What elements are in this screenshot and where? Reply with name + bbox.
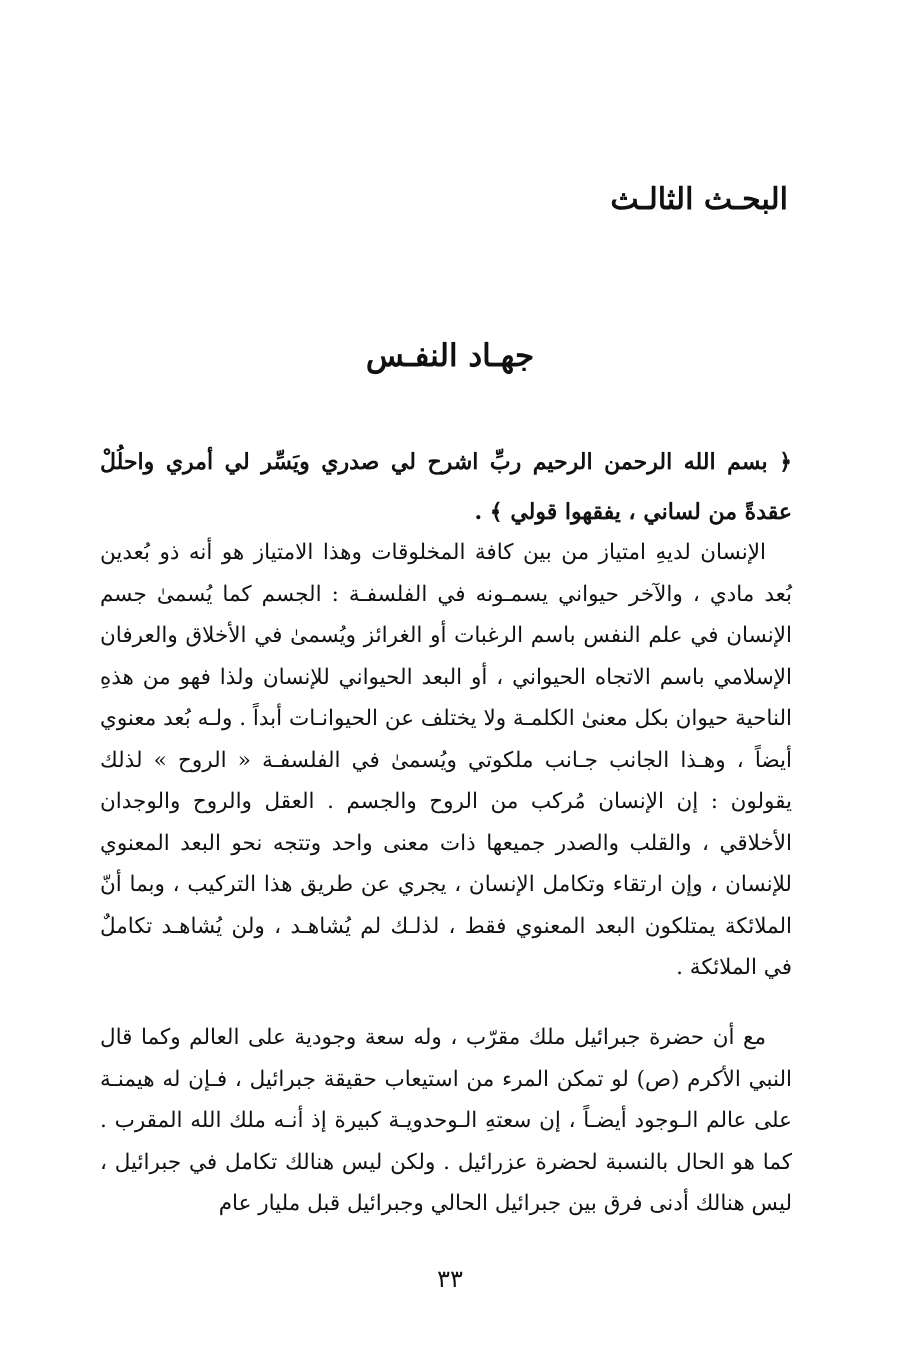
quranic-verse: ﴿ بسم الله الرحمن الرحيم ربِّ اشرح لي صدري ويَسِّر لي أمري واحلُلْ عقدةً من لساني ، يفقهوا قولي ﴾ . <box>100 449 792 525</box>
paragraph-1: الإنسان لديهِ امتياز من بين كافة المخلوقات وهذا الامتياز هو أنه ذو بُعدين بُعد مادي ، والآخر حيواني يسمـونه في الفلسفـة : الجسم كما يُسمىٰ جسم الإنسان في علم النفس باسم الرغبات أو الغرائز ويُسمىٰ في الأخلاق والعرفان الإسلامي باسم الاتجاه الحيواني ، أو البعد الحيواني للإنسان ولذا فهو من هذهِ الناحية حيوان بكل معنىٰ الكلمـة ولا يختلف عن الحيوانـات أبداً . ولـه بُعد معنوي أيضاً ، وهـذا الجانب جـانب ملكوتي ويُسمىٰ في الفلسفـة « الروح » لذلك يقولون : إن الإنسان مُركب من الروح والجسم . العقل والروح والوجدان الأخلاقي ، والقلب والصدر جميعها ذات معنى واحد وتتجه نحو البعد المعنوي للإنسان ، وإن ارتقاء وتكامل الإنسان ، يجري عن طريق هذا التركيب ، وبما أنّ الملائكة يمتلكون البعد المعنوي فقط ، لذلـك لم يُشاهـد ، ولن يُشاهـد تكاملٌ في الملائكة . <box>100 540 792 980</box>
section-heading: البحـث الثالـث <box>610 182 788 217</box>
page-number: ٣٣ <box>437 1265 463 1293</box>
chapter-title: جهـاد النفـس <box>365 338 535 374</box>
paragraph-2: مع أن حضرة جبرائيل ملك مقرّب ، وله سعة وجودية على العالم وكما قال النبي الأكرم (ص) لو تمكن المرء من استيعاب حقيقة جبرائيل ، فـإن له هيمنـة على عالم الـوجود أيضـاً ، إن سعتهِ الـوحدويـة كبيرة إذ أنـه ملك الله المقرب . كما هو الحال بالنسبة لحضرة عزرائيل . ولكن ليس هنالك تكامل في جبرائيل ، ليس هنالك أدنى فرق بين جبرائيل الحالي وجبرائيل قبل مليار عام <box>100 1025 792 1216</box>
